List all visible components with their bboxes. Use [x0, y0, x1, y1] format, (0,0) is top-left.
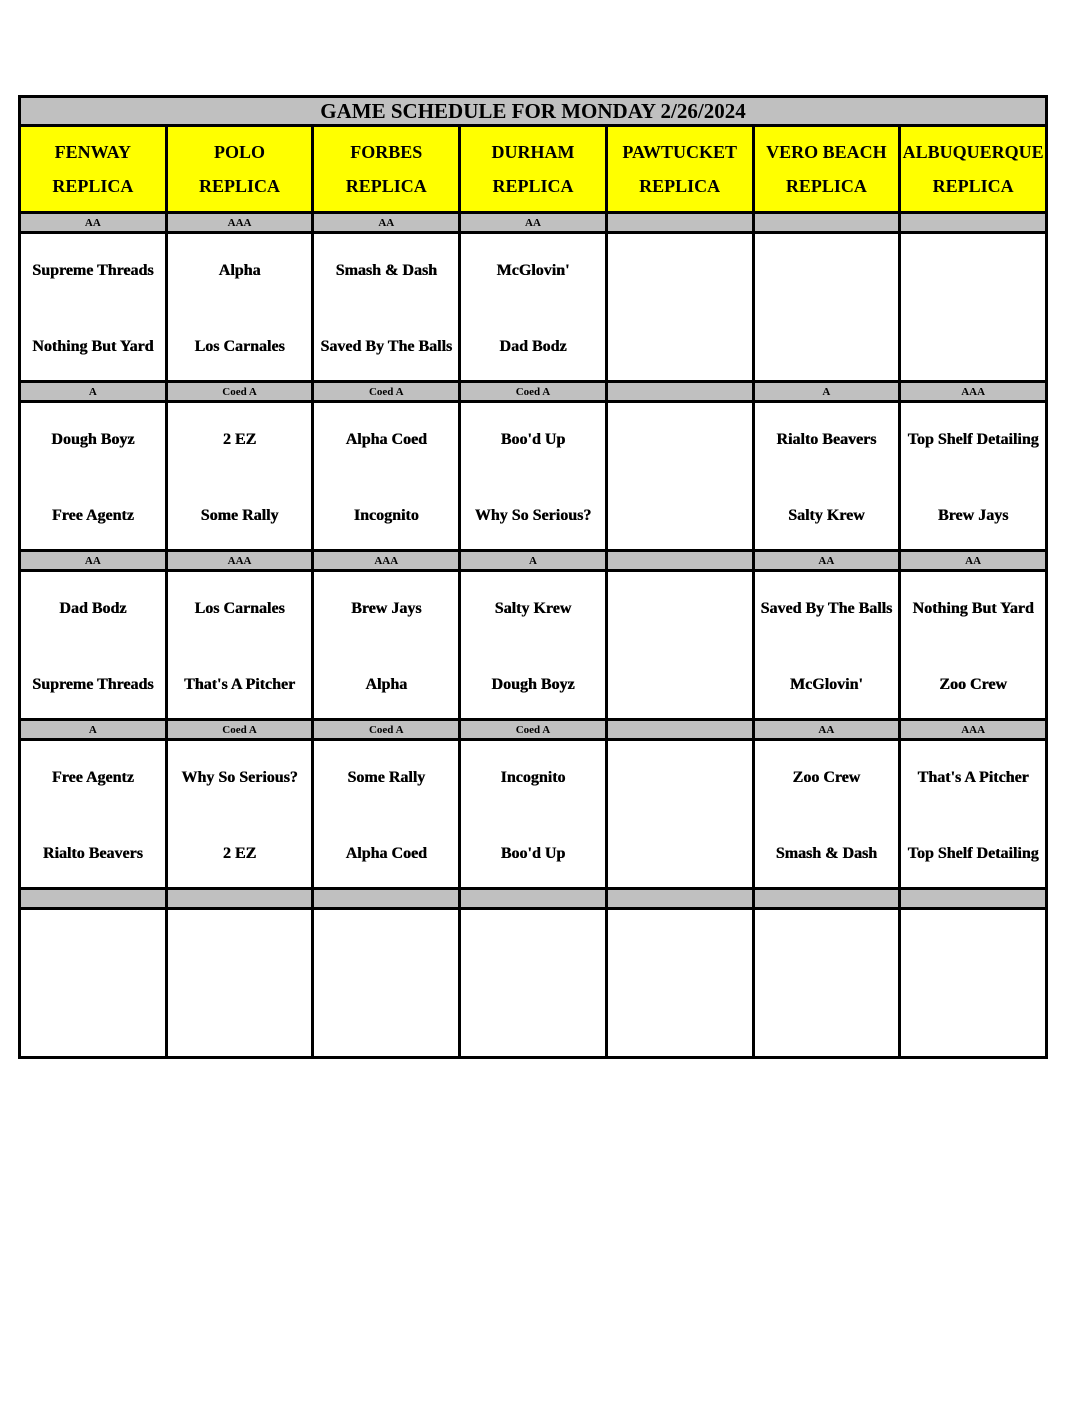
field-name: ALBUQUERQUE	[902, 142, 1044, 162]
team-away: Boo'd Up	[500, 845, 566, 862]
field-header-albuquerque	[900, 126, 1047, 213]
game-cell	[606, 740, 753, 889]
game-row	[20, 402, 1047, 551]
team-away: Rialto Beavers	[42, 845, 143, 862]
game-cell	[606, 233, 753, 382]
game-cell	[460, 909, 607, 1058]
field-header-vero-beach	[753, 126, 900, 213]
game-cell	[166, 571, 313, 720]
game-cell	[313, 233, 460, 382]
division-label: A	[753, 382, 900, 402]
team-away: Some Rally	[200, 507, 279, 524]
team-away	[608, 998, 752, 1048]
game-cell	[313, 909, 460, 1058]
field-header-durham	[460, 126, 607, 213]
team-home: Incognito	[500, 769, 566, 786]
team-away: Supreme Threads	[32, 676, 154, 693]
game-cell	[20, 740, 167, 889]
team-away	[168, 998, 312, 1048]
team-home: Alpha Coed	[345, 431, 427, 448]
division-label: Coed A	[313, 382, 460, 402]
game-cell	[753, 909, 900, 1058]
game-cell	[20, 909, 167, 1058]
division-label: Coed A	[166, 382, 313, 402]
division-label: AAA	[166, 551, 313, 571]
team-home: Free Agentz	[51, 769, 134, 786]
team-away	[21, 998, 165, 1048]
game-cell	[460, 402, 607, 551]
field-header-fenway	[20, 126, 167, 213]
team-home	[608, 415, 752, 465]
game-row	[20, 740, 1047, 889]
schedule-body	[20, 97, 1047, 1058]
game-cell	[753, 402, 900, 551]
field-type: REPLICA	[639, 176, 721, 196]
division-label	[900, 889, 1047, 909]
division-label: AA	[753, 551, 900, 571]
field-name: FORBES	[350, 142, 423, 162]
game-cell	[20, 571, 167, 720]
team-home	[755, 922, 899, 972]
division-label: Coed A	[460, 382, 607, 402]
team-home: Dad Bodz	[59, 600, 127, 617]
division-label: Coed A	[313, 720, 460, 740]
field-type: REPLICA	[492, 176, 574, 196]
team-away: Los Carnales	[194, 338, 285, 355]
division-label: AAA	[900, 382, 1047, 402]
division-label	[606, 889, 753, 909]
team-away: Dough Boyz	[491, 676, 575, 693]
team-home: Some Rally	[347, 769, 426, 786]
team-home	[901, 922, 1045, 972]
team-home	[21, 922, 165, 972]
team-home: That's A Pitcher	[917, 769, 1029, 786]
team-home	[314, 922, 458, 972]
division-label: AA	[753, 720, 900, 740]
team-away: Why So Serious?	[474, 507, 592, 524]
team-away: 2 EZ	[222, 845, 257, 862]
team-away: Top Shelf Detailing	[907, 845, 1039, 862]
game-cell	[20, 233, 167, 382]
game-row	[20, 233, 1047, 382]
game-cell	[20, 402, 167, 551]
field-type: REPLICA	[932, 176, 1014, 196]
division-label	[606, 382, 753, 402]
team-away: Incognito	[353, 507, 419, 524]
division-label	[606, 213, 753, 233]
game-cell	[166, 909, 313, 1058]
team-away	[608, 829, 752, 879]
game-cell	[460, 571, 607, 720]
team-away	[608, 491, 752, 541]
team-away	[461, 998, 605, 1048]
team-home: Boo'd Up	[500, 431, 566, 448]
team-home	[901, 246, 1045, 296]
division-label: A	[20, 720, 167, 740]
team-home	[608, 584, 752, 634]
team-away: Saved By The Balls	[320, 338, 453, 355]
division-label	[753, 213, 900, 233]
team-away: Dad Bodz	[499, 338, 567, 355]
division-label: AA	[900, 551, 1047, 571]
team-away	[608, 660, 752, 710]
team-away: That's A Pitcher	[184, 676, 296, 693]
team-away	[755, 322, 899, 372]
field-header-pawtucket	[606, 126, 753, 213]
game-cell	[313, 402, 460, 551]
team-home: Top Shelf Detailing	[907, 431, 1039, 448]
division-label	[460, 889, 607, 909]
division-label	[900, 213, 1047, 233]
division-label	[20, 889, 167, 909]
game-cell	[313, 571, 460, 720]
team-home	[608, 922, 752, 972]
schedule-table	[18, 95, 1048, 1059]
division-row	[20, 551, 1047, 571]
team-home: Supreme Threads	[32, 262, 154, 279]
field-name: DURHAM	[491, 142, 575, 162]
team-home: McGlovin'	[496, 262, 570, 279]
team-away: Salty Krew	[788, 507, 865, 524]
team-home: Brew Jays	[351, 600, 422, 617]
game-cell	[900, 571, 1047, 720]
game-cell	[166, 402, 313, 551]
team-away: Nothing But Yard	[32, 338, 154, 355]
field-header-polo	[166, 126, 313, 213]
game-cell	[900, 233, 1047, 382]
division-label: A	[20, 382, 167, 402]
field-header-forbes	[313, 126, 460, 213]
game-cell	[900, 909, 1047, 1058]
division-label: AA	[20, 213, 167, 233]
division-label: AAA	[900, 720, 1047, 740]
game-cell	[460, 233, 607, 382]
division-label: AA	[460, 213, 607, 233]
game-cell	[753, 740, 900, 889]
division-label	[606, 720, 753, 740]
team-away	[608, 322, 752, 372]
game-cell	[753, 571, 900, 720]
field-header-row	[20, 126, 1047, 213]
team-away: Brew Jays	[937, 507, 1009, 524]
game-cell	[460, 740, 607, 889]
game-cell	[753, 233, 900, 382]
team-home: Los Carnales	[194, 600, 285, 617]
team-away: Smash & Dash	[775, 845, 878, 862]
game-cell	[606, 402, 753, 551]
division-label	[313, 889, 460, 909]
team-away	[314, 998, 458, 1048]
division-label	[166, 889, 313, 909]
team-home: Nothing But Yard	[912, 600, 1034, 617]
game-cell	[166, 233, 313, 382]
team-away	[901, 998, 1045, 1048]
division-label: Coed A	[166, 720, 313, 740]
team-home: Smash & Dash	[335, 262, 437, 279]
game-cell	[900, 402, 1047, 551]
team-home: Rialto Beavers	[776, 431, 877, 448]
title-row	[20, 97, 1047, 126]
division-label	[606, 551, 753, 571]
game-row	[20, 909, 1047, 1058]
team-away: Alpha	[365, 676, 408, 693]
game-cell	[166, 740, 313, 889]
team-home: 2 EZ	[222, 431, 257, 448]
team-away: McGlovin'	[789, 676, 863, 693]
division-label	[753, 889, 900, 909]
team-home	[608, 753, 752, 803]
team-home	[461, 922, 605, 972]
division-row	[20, 382, 1047, 402]
team-away: Free Agentz	[51, 507, 134, 524]
field-name: POLO	[214, 142, 266, 162]
division-label: AAA	[313, 551, 460, 571]
team-away: Alpha Coed	[345, 845, 427, 862]
field-type: REPLICA	[199, 176, 281, 196]
division-label: Coed A	[460, 720, 607, 740]
team-home: Saved By The Balls	[760, 600, 893, 617]
team-away: Zoo Crew	[939, 676, 1007, 693]
division-label: A	[460, 551, 607, 571]
team-home: Salty Krew	[494, 600, 572, 617]
division-row	[20, 213, 1047, 233]
team-away	[755, 998, 899, 1048]
game-cell	[606, 909, 753, 1058]
division-label: AAA	[166, 213, 313, 233]
team-home: Why So Serious?	[181, 769, 298, 786]
field-name: VERO BEACH	[766, 142, 887, 162]
division-row	[20, 889, 1047, 909]
game-cell	[313, 740, 460, 889]
team-home	[755, 246, 899, 296]
field-type: REPLICA	[785, 176, 867, 196]
team-home: Zoo Crew	[792, 769, 861, 786]
team-home	[168, 922, 312, 972]
team-away	[901, 322, 1045, 372]
field-type: REPLICA	[345, 176, 427, 196]
field-name: PAWTUCKET	[622, 142, 737, 162]
team-home: Alpha	[218, 262, 261, 279]
division-row	[20, 720, 1047, 740]
game-row	[20, 571, 1047, 720]
game-cell	[900, 740, 1047, 889]
division-label: AA	[20, 551, 167, 571]
field-name: FENWAY	[54, 142, 132, 162]
team-home	[608, 246, 752, 296]
schedule-title: GAME SCHEDULE FOR MONDAY 2/26/2024	[20, 97, 1047, 126]
division-label: AA	[313, 213, 460, 233]
game-cell	[606, 571, 753, 720]
team-home: Dough Boyz	[51, 431, 135, 448]
field-type: REPLICA	[52, 176, 134, 196]
